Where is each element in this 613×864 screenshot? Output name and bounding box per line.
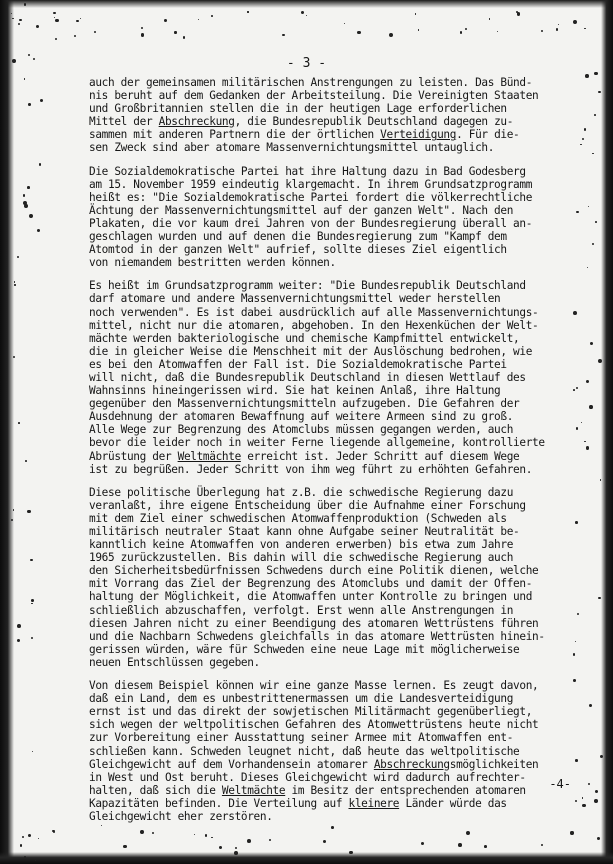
scan-speck xyxy=(589,405,593,409)
paragraph xyxy=(89,486,589,669)
scan-speck xyxy=(28,103,31,106)
scan-speck xyxy=(497,31,499,33)
scan-speck xyxy=(17,624,21,628)
scan-speck xyxy=(389,33,393,37)
scan-speck xyxy=(598,597,600,599)
text-line: sich wegen der weltpolitischen Gefahren des Atomwettrüstens heute nicht xyxy=(89,718,539,732)
scan-speck xyxy=(592,153,593,154)
underlined-term: Abschreckung xyxy=(158,115,235,129)
scan-speck xyxy=(17,639,20,642)
scan-speck xyxy=(594,799,598,803)
text-line: mittel, nicht nur die atomaren, abgehoben. In den Hexenküchen der Welt- xyxy=(89,318,539,332)
text-line: gerissen würden, wäre für Schweden eine neue Lage mit möglicherweise xyxy=(89,642,520,656)
scan-speck xyxy=(541,844,543,846)
scan-speck xyxy=(598,91,601,94)
paragraph xyxy=(89,279,589,475)
scan-speck xyxy=(31,637,33,639)
scan-speck xyxy=(14,281,16,283)
scan-speck xyxy=(55,19,59,23)
body-text xyxy=(89,76,589,833)
scan-speck xyxy=(541,30,543,32)
scan-speck xyxy=(14,284,15,285)
scan-speck xyxy=(80,18,81,19)
text-line: mächte werden bakteriologische und chemische Kampfmittel entwickelt, xyxy=(89,331,520,345)
scan-speck xyxy=(465,28,467,30)
text-line: Wahnsinns hineingerissen wird. Sie hat keinen Anlaß, ihre Haltung xyxy=(89,384,501,398)
scan-speck xyxy=(323,840,326,843)
text-line: ernst ist und das direkt der sowjetischen Militärmacht gegenüberliegt, xyxy=(89,705,533,719)
scan-speck xyxy=(183,36,185,38)
scan-speck xyxy=(211,837,213,839)
scan-speck xyxy=(29,214,33,218)
scan-speck xyxy=(55,38,57,40)
page-number: - 3 - xyxy=(286,56,327,71)
text-line: zur Vorbereitung einer Ausstattung seiner Armee mit Atomwaffen ent- xyxy=(89,731,514,745)
scan-speck xyxy=(247,11,248,12)
scan-speck xyxy=(484,845,487,848)
underlined-term: Verteidigung xyxy=(380,128,457,142)
scan-speck xyxy=(141,33,145,37)
text-line: Die Sozialdemokratische Partei hat ihre Haltung dazu in Bad Godesberg xyxy=(89,164,526,178)
text-line: Alle Wege zur Begrenzung des Atomclubs müssen gegangen werden, auch xyxy=(89,423,514,437)
scan-speck xyxy=(23,194,25,196)
scan-speck xyxy=(24,856,26,858)
text-line: am 15. November 1959 eindeutig klargemacht. In ihrem Grundsatzprogramm xyxy=(89,177,533,191)
scan-speck xyxy=(24,3,26,5)
scan-speck xyxy=(76,20,79,23)
scan-speck xyxy=(123,845,126,848)
text-line: diesen Jahren nicht zu einer Beendigung des atomaren Wettrüstens führen xyxy=(89,616,539,630)
text-line: veranlaßt, ihre eigene Entscheidung über die Aufnahme einer Forschung xyxy=(89,498,526,512)
scan-speck xyxy=(421,842,424,845)
text-line: gegenüber den Massenvernichtungsmitteln aufzugeben. Die Gefahren der xyxy=(89,397,520,411)
text-line: neuen Entschlüssen gegeben. xyxy=(89,655,260,669)
text-line: haltung der Möglichkeit, die Atomwaffen unter Kontrolle zu bringen und xyxy=(89,590,533,604)
text-line: Es heißt im Grundsatzprogramm weiter: "Die Bundesrepublik Deutschland xyxy=(89,279,526,293)
text-line: Ächtung der Massenvernichtungsmittel auf der ganzen Welt". Nach den xyxy=(89,203,514,217)
scan-speck xyxy=(589,704,592,707)
text-line: Atomtod in der ganzen Welt" aufrief, sollte dieses Ziel eigentlich xyxy=(89,243,507,257)
text-line: Plakaten, die vor kaum drei Jahren von der Bundesregierung überall an- xyxy=(89,216,533,230)
text-line: kanntlich keine Atomwaffen von anderen erwerben) bis etwa zum Jahre xyxy=(89,538,514,552)
scan-speck xyxy=(198,19,199,20)
scan-speck xyxy=(30,559,32,561)
text-line: nis beruht auf dem Gedanken der Arbeitsteilung. Die Vereinigten Staaten xyxy=(89,89,539,103)
scan-speck xyxy=(39,163,41,165)
scan-speck xyxy=(584,28,586,30)
text-line: geschlagen wurden und auf denen die Bundesregierung zum "Kampf dem xyxy=(89,230,507,244)
text-line: Von diesem Beispiel können wir eine ganze Masse lernen. Es zeugt davon, xyxy=(89,679,539,693)
underlined-term: kleinere xyxy=(348,796,400,810)
scan-speck xyxy=(18,23,20,25)
text-line: schließlich abzuschaffen, verfolgt. Erst wenn alle Anstrengungen in xyxy=(89,603,514,617)
scan-speck xyxy=(247,839,251,843)
scan-speck xyxy=(18,422,20,424)
scan-speck xyxy=(211,15,213,17)
scan-speck xyxy=(306,15,307,16)
underlined-term: Abschreckung xyxy=(373,757,450,771)
scan-speck xyxy=(27,186,30,189)
scan-speck xyxy=(19,19,22,22)
text-line: mit Vorrang das Ziel der Begrenzung des Atomclubs und damit der Offen- xyxy=(89,577,533,591)
scan-speck xyxy=(25,460,27,462)
scan-speck xyxy=(53,12,55,14)
text-line: will nicht, daß die Bundesrepublik Deutschland in diesen Wettlauf des xyxy=(89,370,526,384)
text-line: sammen mit anderen Partnern die der örtlichen Verteidigung. Für die- xyxy=(89,128,520,142)
scan-speck xyxy=(205,834,208,837)
text-line: Diese politische Überlegung hat z.B. die schwedische Regierung dazu xyxy=(89,485,514,499)
next-page-marker: -4- xyxy=(549,777,571,791)
scan-speck xyxy=(28,834,31,837)
scan-speck xyxy=(349,851,352,854)
scan-speck xyxy=(32,751,33,752)
scan-speck xyxy=(594,72,597,75)
text-line: halten, daß sich die Weltmächte im Besitz der entsprechenden atomaren xyxy=(89,783,526,797)
text-line: und Großbritannien stellen die in der heutigen Lage erforderlichen xyxy=(89,102,507,116)
scan-speck xyxy=(556,28,558,30)
scan-speck xyxy=(460,31,462,33)
scan-speck xyxy=(17,256,19,258)
scan-speck xyxy=(595,790,598,793)
text-line: Gleichgewicht auf dem Vorhandensein atomarer Abschreckungsmöglichkeiten xyxy=(89,757,539,771)
text-line: Kapazitäten befinden. Die Verteilung auf kleinere Länder würde das xyxy=(89,796,507,810)
scan-speck xyxy=(38,838,39,839)
scan-speck xyxy=(558,24,559,25)
scan-speck xyxy=(20,844,22,846)
scan-speck xyxy=(590,342,594,346)
scan-edge-bottom xyxy=(0,852,613,864)
scan-speck xyxy=(27,510,30,513)
scan-speck xyxy=(357,31,360,34)
scan-speck xyxy=(219,846,222,849)
scan-speck xyxy=(573,20,577,24)
text-line: militärisch neutraler Staat kann ohne Aufgabe seiner Neutralität be- xyxy=(89,525,520,538)
scan-speck xyxy=(22,836,25,839)
scan-edge-right xyxy=(601,0,613,864)
paragraph xyxy=(89,76,589,155)
text-line: daß ein Land, dem es unbestrittenermassen um die Landesverteidigung xyxy=(89,692,514,706)
text-line: sen Zweck sind aber atomare Massenvernichtungsmittel untauglich. xyxy=(89,141,495,155)
scan-speck xyxy=(37,229,40,232)
text-line: 1965 zurückzustellen. Bis dahin will die schwedische Regierung auch xyxy=(89,551,514,565)
text-line: von niemandem bestritten werden können. xyxy=(89,256,336,270)
scan-speck xyxy=(141,27,143,29)
scan-speck xyxy=(24,78,26,80)
scan-speck xyxy=(94,31,96,33)
text-line: darf atomare und andere Massenvernichtungsmittel weder herstellen xyxy=(89,292,501,306)
scan-speck xyxy=(282,34,284,36)
text-line: heißt es: "Die Sozialdemokratische Partei fordert die völkerrechtliche xyxy=(89,190,533,204)
text-line: den Sicherheitsbedürfnissen Schwedens durch eine Politik dienen, welche xyxy=(89,564,539,578)
scan-speck xyxy=(164,19,167,22)
scan-speck xyxy=(516,11,518,13)
scan-speck xyxy=(11,519,13,521)
text-line: und die Nachbarn Schwedens gleichfalls in das atomare Wettrüsten hinein- xyxy=(89,629,545,643)
scan-speck xyxy=(418,29,419,30)
text-line: Mittel der Abschreckung, die Bundesrepublik Deutschland dagegen zu- xyxy=(89,115,514,129)
text-line: schließen kann. Schweden leugnet nicht, daß heute das weltpolitische xyxy=(89,744,520,758)
underlined-term: Weltmächte xyxy=(177,449,241,463)
scan-speck xyxy=(595,221,597,223)
text-line: die in gleicher Weise die Menschheit mit der Auslöschung bedrohen, wie xyxy=(89,344,533,358)
scan-speck xyxy=(598,359,602,363)
scan-speck xyxy=(24,204,28,208)
scan-edge-left xyxy=(0,0,14,864)
scan-speck xyxy=(174,31,176,33)
text-line: in West und Ost beruht. Dieses Gleichgewicht wird dadurch aufrechter- xyxy=(89,770,526,784)
underlined-term: Weltmächte xyxy=(221,783,286,797)
scan-speck xyxy=(269,839,271,841)
scan-speck xyxy=(344,23,345,24)
scan-speck xyxy=(235,847,237,849)
scan-speck xyxy=(194,834,195,835)
text-line: mit dem Ziel einer schwedischen Atomwaffenproduktion (Schweden als xyxy=(89,511,507,525)
scan-speck xyxy=(53,831,55,833)
text-line: ist zu begrüßen. Jeder Schritt von ihm weg führt zu erhöhten Gefahren. xyxy=(89,462,533,476)
scan-speck xyxy=(40,99,43,102)
scan-speck xyxy=(13,509,14,510)
paragraph xyxy=(89,679,589,823)
text-line: Gleichgewicht eher zerstören. xyxy=(89,809,273,823)
scan-speck xyxy=(31,603,32,604)
scan-edge-top xyxy=(0,0,613,8)
scan-speck xyxy=(301,11,304,14)
scan-speck xyxy=(594,114,596,116)
text-line: noch verwenden". Es ist dabei ausdrücklich auf alle Massenvernichtungs- xyxy=(89,305,539,319)
text-line: Ausdehnung der atomaren Bewaffnung auf weitere Armeen sind zu groß. xyxy=(89,410,514,424)
scan-speck xyxy=(592,243,595,246)
text-line: Abrüstung der Weltmächte erreicht ist. Jeder Schritt auf diesem Wege xyxy=(89,449,520,463)
scan-speck xyxy=(74,35,76,37)
text-line: es bei den Atomwaffen der Fall ist. Die Sozialdemokratische Partei xyxy=(89,357,507,371)
scan-speck xyxy=(31,599,34,602)
scan-speck xyxy=(489,18,491,20)
scan-speck xyxy=(597,837,600,840)
paragraph xyxy=(89,165,589,270)
scan-speck xyxy=(415,13,416,14)
text-line: bevor die leider noch in weiter Ferne liegende allgemeine, kontrollierte xyxy=(89,436,545,450)
text-line: auch der gemeinsamen militärischen Anstrengungen zu leisten. Das Bünd- xyxy=(89,76,533,89)
scan-speck xyxy=(458,843,462,847)
scan-speck xyxy=(36,25,39,28)
